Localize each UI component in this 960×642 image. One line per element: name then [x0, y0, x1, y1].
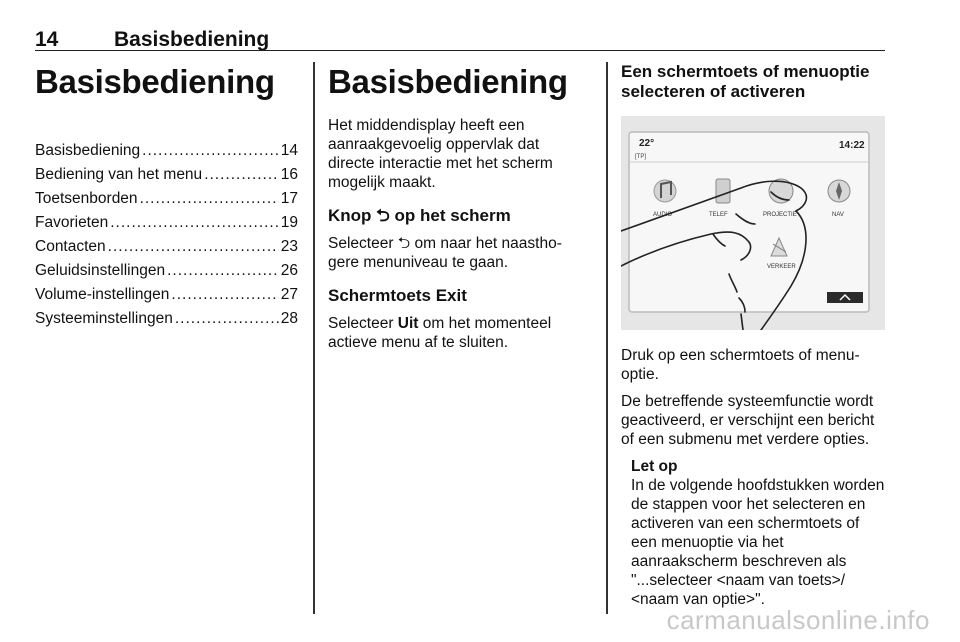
screen-temperature: 22°: [639, 138, 655, 149]
toc-leader: [204, 163, 279, 187]
toc-entry-label: Geluidsinstellingen: [35, 262, 166, 279]
body-text: om naar het naasthogere menuniveau te gaan.: [328, 235, 562, 271]
basics-column: [328, 62, 584, 352]
body-text: Selecteer: [328, 315, 398, 332]
toc-entry-page: 27: [280, 286, 298, 303]
intro-paragraph: Het middendisplay heeft een aanraakgevoelig oppervlak dat directe interactie met het scherm mogelijk maakt.: [328, 117, 553, 191]
traffic-label: VERKEER: [767, 264, 796, 270]
back-button-heading: [328, 206, 584, 226]
toc-column: [35, 62, 298, 331]
touchscreen-illustration: [621, 116, 885, 330]
toc-list: [35, 139, 298, 331]
section-title: Basisbediening: [328, 63, 568, 100]
toc-entry-label: Toetsenborden: [35, 190, 138, 207]
exit-heading: Schermtoets Exit: [328, 286, 467, 305]
toc-entry-page: 19: [280, 214, 298, 231]
toc-entry-label: Contacten: [35, 238, 106, 255]
column-divider-2: [606, 62, 608, 614]
heading-text: op het scherm: [389, 206, 511, 225]
toc-entry[interactable]: [35, 283, 298, 307]
heading-text: Knop: [328, 206, 377, 225]
toc-leader: [171, 283, 278, 307]
screen-tp: [TP]: [635, 154, 647, 160]
projection-label: PROJECTIE: [763, 212, 797, 218]
note-heading: Let op: [631, 458, 678, 475]
toc-leader: [167, 259, 279, 283]
toc-entry-page: 23: [280, 238, 298, 255]
nav-label: NAV: [832, 212, 844, 218]
note-body: In de volgende hoofdstukken worden de stappen voor het selecteren en activeren van een schermtoets of een menuoptie via het aanraakscherm beschreven als "...selecteer <naam van toets>/ <naam van optie>".: [631, 477, 885, 608]
screen-time: 14:22: [839, 140, 865, 151]
select-heading: Een schermtoets of menuoptie selecteren of activeren: [621, 62, 870, 101]
toc-entry-page: 17: [280, 190, 298, 207]
toc-entry-page: 14: [280, 142, 298, 159]
back-button-paragraph: [328, 234, 584, 272]
back-arrow-icon: ⮌: [397, 235, 411, 252]
toc-entry[interactable]: [35, 235, 298, 259]
phone-label: TELEF: [709, 212, 728, 218]
toc-entry[interactable]: [35, 163, 298, 187]
column-divider-1: [313, 62, 315, 614]
toc-entry-label: Systeeminstellingen: [35, 310, 173, 327]
toc-entry-label: Basisbediening: [35, 142, 141, 159]
audio-label: AUDIO: [653, 212, 673, 218]
body-text: Selecteer: [328, 235, 398, 252]
toc-title: Basisbediening: [35, 63, 275, 100]
toc-entry[interactable]: [35, 307, 298, 331]
toc-leader: [142, 139, 279, 163]
toc-entry[interactable]: [35, 139, 298, 163]
press-paragraph: Druk op een schermtoets of menuoptie.: [621, 347, 860, 383]
toc-leader: [110, 211, 279, 235]
body-text: om het momenteel actieve menu af te sluiten.: [328, 315, 552, 351]
watermark: carmanualsonline.info: [666, 605, 930, 635]
scroll-up-button[interactable]: [827, 292, 863, 303]
select-column: [621, 62, 885, 609]
note-box: [631, 457, 885, 609]
toc-leader: [140, 187, 279, 211]
toc-entry-label: Bediening van het menu: [35, 166, 203, 183]
toc-leader: [108, 235, 279, 259]
toc-entry-page: 26: [280, 262, 298, 279]
running-title: Basisbediening: [114, 28, 270, 51]
page-number: 14: [35, 28, 59, 51]
toc-entry[interactable]: [35, 259, 298, 283]
toc-entry[interactable]: [35, 187, 298, 211]
toc-leader: [175, 307, 279, 331]
back-arrow-icon: ⮌: [376, 206, 390, 225]
activation-paragraph: De betreffende systeemfunctie wordt geactiveerd, er verschijnt een bericht of een submenu met verdere opties.: [621, 393, 875, 448]
toc-entry[interactable]: [35, 211, 298, 235]
page-header: [35, 28, 885, 51]
exit-paragraph: [328, 314, 584, 352]
toc-entry-label: Volume-instellingen: [35, 286, 170, 303]
toc-entry-label: Favorieten: [35, 214, 109, 231]
toc-entry-page: 16: [280, 166, 298, 183]
toc-entry-page: 28: [280, 310, 298, 327]
exit-button-name: Uit: [397, 315, 419, 332]
